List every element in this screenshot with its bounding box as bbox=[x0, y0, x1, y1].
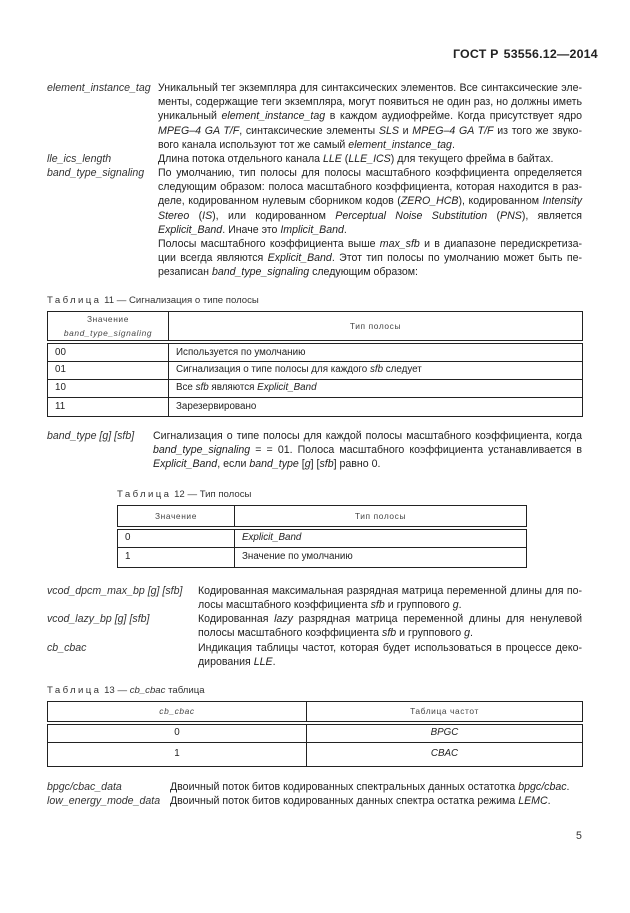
table-12-header-type: Тип полосы bbox=[235, 506, 527, 528]
table-cell: 11 bbox=[48, 397, 169, 416]
table-cell: 10 bbox=[48, 379, 169, 397]
table-row bbox=[118, 548, 527, 568]
table-13-caption-title: — cb_cbac таблица bbox=[117, 685, 205, 696]
table-row bbox=[48, 361, 583, 379]
definition-lle-ics-length bbox=[158, 152, 582, 166]
definition-line: деле, кодированном нулевым сборником кодов (ZERO_HCB), кодированном Intensity bbox=[158, 195, 582, 208]
table-cell: 0 bbox=[118, 528, 235, 548]
table-cell: Используется по умолчанию bbox=[169, 342, 583, 361]
table-cell: 0 bbox=[48, 723, 307, 743]
definition-bpgc-cbac-data bbox=[170, 780, 570, 794]
table-cell: Сигнализация о типе полосы для каждого sfb следует bbox=[169, 361, 583, 379]
table-cell: Значение по умолчанию bbox=[235, 548, 527, 568]
term-vcod-lazy-bp: vcod_lazy_bp [g] [sfb] bbox=[47, 613, 150, 625]
term-bpgc-cbac-data: bpgc/cbac_data bbox=[47, 781, 122, 793]
definition-line: Explicit_Band, если band_type [g] [sfb] равно 0. bbox=[153, 458, 381, 471]
table-13 bbox=[47, 701, 583, 767]
table-cell: Зарезервировано bbox=[169, 397, 583, 416]
definition-line: полосы масштабного коэффициента sfb и группового g. bbox=[198, 627, 473, 640]
table-12-caption bbox=[117, 488, 251, 502]
table-cell: 1 bbox=[118, 548, 235, 568]
table-row bbox=[118, 528, 527, 548]
definition-line: лосы масштабного коэффициента sfb и группового g. bbox=[198, 599, 462, 612]
term-low-energy-mode-data: low_energy_mode_data bbox=[47, 795, 161, 807]
definition-line: следующим образом: полоса масштабного коэффициента, которая находится в раз- bbox=[158, 181, 582, 194]
term-band-type-signaling: band_type_signaling bbox=[47, 167, 145, 179]
definition-line: band_type_signaling = = 01. Полоса масштабного коэффициента устанавливается в bbox=[153, 444, 582, 457]
table-11-header-row bbox=[48, 312, 583, 343]
definition-line: Длина потока отдельного канала LLE (LLE_ICS) для текущего фрейма в байтах. bbox=[158, 153, 554, 165]
table-cell: Explicit_Band bbox=[235, 528, 527, 548]
table-row bbox=[48, 723, 583, 743]
table-12 bbox=[117, 505, 527, 568]
table-row bbox=[48, 743, 583, 767]
definition-line: Уникальный тег экземпляра для синтаксических элементов. Все синтаксические эле- bbox=[158, 82, 582, 94]
table-12-caption-number: 12 bbox=[174, 489, 185, 500]
definition-line: вого канала используют тот же самый element_instance_tag. bbox=[158, 138, 455, 151]
definition-line: Explicit_Band. Иначе это Implicit_Band. bbox=[158, 223, 347, 236]
table-11-caption-number: 11 bbox=[104, 295, 115, 306]
table-row bbox=[48, 397, 583, 416]
definition-line: менты, содержащие теги экземпляра, могут появиться не один раз, но должны иметь bbox=[158, 96, 582, 109]
table-13-caption-prefix: Таблица bbox=[47, 685, 102, 696]
table-12-header-row bbox=[118, 506, 527, 528]
table-11-caption bbox=[47, 294, 259, 308]
table-cell: Все sfb являются Explicit_Band bbox=[169, 379, 583, 397]
standard-label: ГОСТ Р bbox=[453, 47, 499, 61]
definition-line: Сигнализация о типе полосы для каждой полосы масштабного коэффициента, когда bbox=[153, 430, 582, 442]
document-header bbox=[453, 47, 598, 61]
table-row bbox=[48, 342, 583, 361]
table-12-header-value: Значение bbox=[118, 506, 235, 528]
page-number: 5 bbox=[576, 830, 582, 842]
definition-line: Полосы масштабного коэффициента выше max_sfb и в диапазоне передискретиза- bbox=[158, 238, 582, 251]
table-13-header-frequency-table: Таблица частот bbox=[307, 702, 583, 723]
table-11 bbox=[47, 311, 583, 417]
table-cell: BPGC bbox=[307, 723, 583, 743]
table-11-caption-title: — Сигнализация о типе полосы bbox=[116, 295, 259, 306]
term-vcod-dpcm-max-bp: vcod_dpcm_max_bp [g] [sfb] bbox=[47, 585, 183, 597]
definition-line: уникальный element_instance_tag в каждом аудиофрейме. Когда присутствует ядро bbox=[158, 110, 582, 123]
term-cb-cbac: cb_cbac bbox=[47, 642, 87, 654]
definition-line: Двоичный поток битов кодированных данных спектра остатка режима LEMC. bbox=[170, 795, 551, 807]
definition-line: По умолчанию, тип полосы для полосы масштабного коэффициента определяется bbox=[158, 167, 582, 179]
term-band-type: band_type [g] [sfb] bbox=[47, 430, 135, 442]
definition-line: Stereo (IS), или кодированном Perceptual Noise Substitution (PNS), является bbox=[158, 209, 583, 222]
table-row bbox=[48, 379, 583, 397]
definition-line: Индикация таблицы частот, которая будет использоваться в процессе деко- bbox=[198, 642, 582, 654]
table-cell: 00 bbox=[48, 342, 169, 361]
definition-low-energy-mode-data bbox=[170, 794, 551, 808]
table-12-caption-title: — Тип полосы bbox=[187, 489, 252, 500]
definition-line: дирования LLE. bbox=[198, 656, 276, 669]
definition-line: MPEG–4 GA T/F, синтаксические элементы SLS и MPEG–4 GA T/F из того же звуко- bbox=[158, 124, 582, 137]
table-12-caption-prefix: Таблица bbox=[117, 489, 172, 500]
table-13-header-row bbox=[48, 702, 583, 723]
table-cell: 1 bbox=[48, 743, 307, 767]
term-element-instance-tag: element_instance_tag bbox=[47, 82, 151, 94]
definition-vcod-dpcm-max-bp bbox=[198, 584, 582, 612]
definition-line: резаписан band_type_signaling следующим образом: bbox=[158, 266, 418, 279]
table-cell: CBAC bbox=[307, 743, 583, 767]
definition-cb-cbac bbox=[198, 641, 582, 669]
table-13-header-cb-cbac: cb_cbac bbox=[48, 702, 307, 723]
table-13-caption bbox=[47, 684, 205, 698]
table-11-caption-prefix: Таблица bbox=[47, 295, 102, 306]
definition-line: Кодированная максимальная разрядная матрица переменной длины для по- bbox=[198, 585, 582, 597]
standard-number: 53556.12—2014 bbox=[503, 47, 598, 61]
table-11-header-type: Тип полосы bbox=[169, 312, 583, 343]
definition-line: Двоичный поток битов кодированных спектральных данных остатотка bpgc/cbac. bbox=[170, 781, 570, 793]
definition-line: Кодированная lazy разрядная матрица переменной длины для ненулевой bbox=[198, 613, 583, 625]
table-11-header-value: Значение band_type_signaling bbox=[48, 312, 169, 343]
table-13-caption-number: 13 bbox=[104, 685, 115, 696]
table-cell: 01 bbox=[48, 361, 169, 379]
term-lle-ics-length: lle_ics_length bbox=[47, 153, 112, 165]
definition-vcod-lazy-bp bbox=[198, 612, 582, 640]
definition-element-instance-tag bbox=[158, 81, 582, 152]
definition-band-type-signaling bbox=[158, 166, 582, 280]
definition-band-type bbox=[153, 429, 582, 472]
definition-line: ции всегда являются Explicit_Band. Этот тип полосы по умолчанию может быть пе- bbox=[158, 252, 582, 265]
